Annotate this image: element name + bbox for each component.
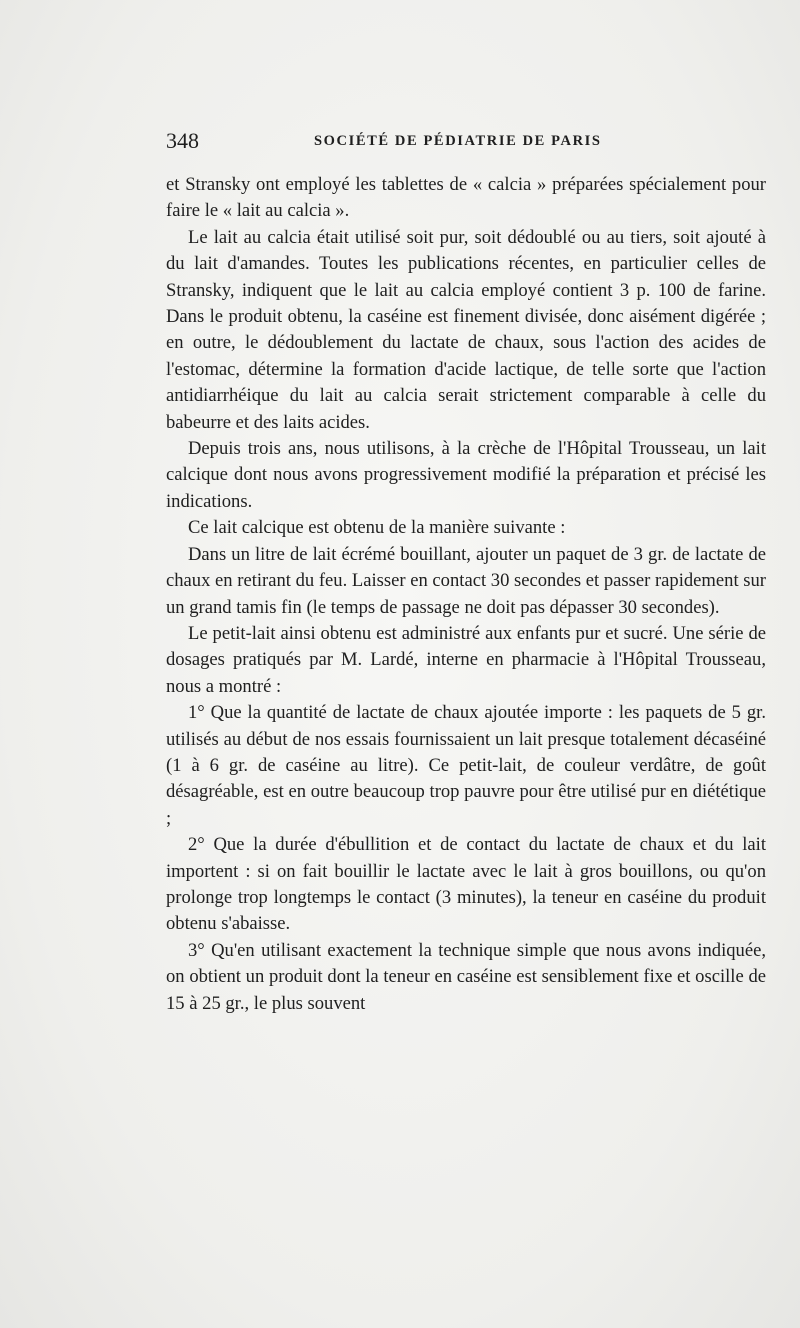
paragraph: Le lait au calcia était utilisé soit pur, soit dédoublé ou au tiers, soit ajouté à du lait d'amandes. Toutes les publications récentes, en particulier celles de Stransky, indiquent que le lait au calcia employé contient 3 p. 100 de farine. Dans le produit obtenu, la caséine est finement divisée, donc aisément digérée ; en outre, le dédoublement du lactate de chaux, sous l'action des acides de l'estomac, détermine la formation d'acide lactique, de telle sorte que l'action antidiarrhéique du lait au calcia serait strictement comparable à celle du babeurre et des laits acides.	[166, 226, 766, 433]
paragraph: Le petit-lait ainsi obtenu est administré aux enfants pur et sucré. Une série de dosages pratiqués par M. Lardé, interne en pharmacie à l'Hôpital Trousseau, nous a montré :	[166, 622, 766, 697]
running-head: SOCIÉTÉ DE PÉDIATRIE DE PARIS	[314, 133, 602, 149]
paragraph: Dans un litre de lait écrémé bouillant, ajouter un paquet de 3 gr. de lactate de chaux en retirant du feu. Laisser en contact 30 secondes et passer rapidement sur un grand tamis fin (le temps de passage ne doit pas dépasser 30 secondes).	[166, 543, 766, 618]
paragraph: Depuis trois ans, nous utilisons, à la crèche de l'Hôpital Trousseau, un lait calcique dont nous avons progressivement modifié la préparation et précisé les indications.	[166, 438, 766, 512]
body-text	[166, 172, 766, 1017]
paragraph: 2° Que la durée d'ébullition et de contact du lactate de chaux et du lait importent : si on fait bouillir le lactate avec le lait à gros bouillons, ou qu'on prolonge trop longtemps le contact (3 minutes), la teneur en caséine du produit obtenu s'abaisse.	[166, 834, 766, 935]
paragraph: 3° Qu'en utilisant exactement la technique simple que nous avons indiquée, on obtient un produit dont la teneur en caséine est sensiblement fixe et oscille de 15 à 25 gr., le plus souvent	[166, 939, 766, 1014]
paragraph: Ce lait calcique est obtenu de la manière suivante :	[188, 517, 566, 539]
page-number: 348	[166, 128, 199, 153]
page-header	[166, 128, 786, 158]
paragraph: 1° Que la quantité de lactate de chaux ajoutée importe : les paquets de 5 gr. utilisés au début de nos essais fournissaient un lait presque totalement décaséiné (1 à 6 gr. de caséine au litre). Ce petit-lait, de couleur verdâtre, de goût désagréable, est en outre beaucoup trop pauvre pour être utilisé pur en diététique ;	[166, 702, 766, 829]
paragraph: et Stransky ont employé les tablettes de « calcia » préparées spécialement pour faire le « lait au calcia ».	[166, 174, 766, 222]
